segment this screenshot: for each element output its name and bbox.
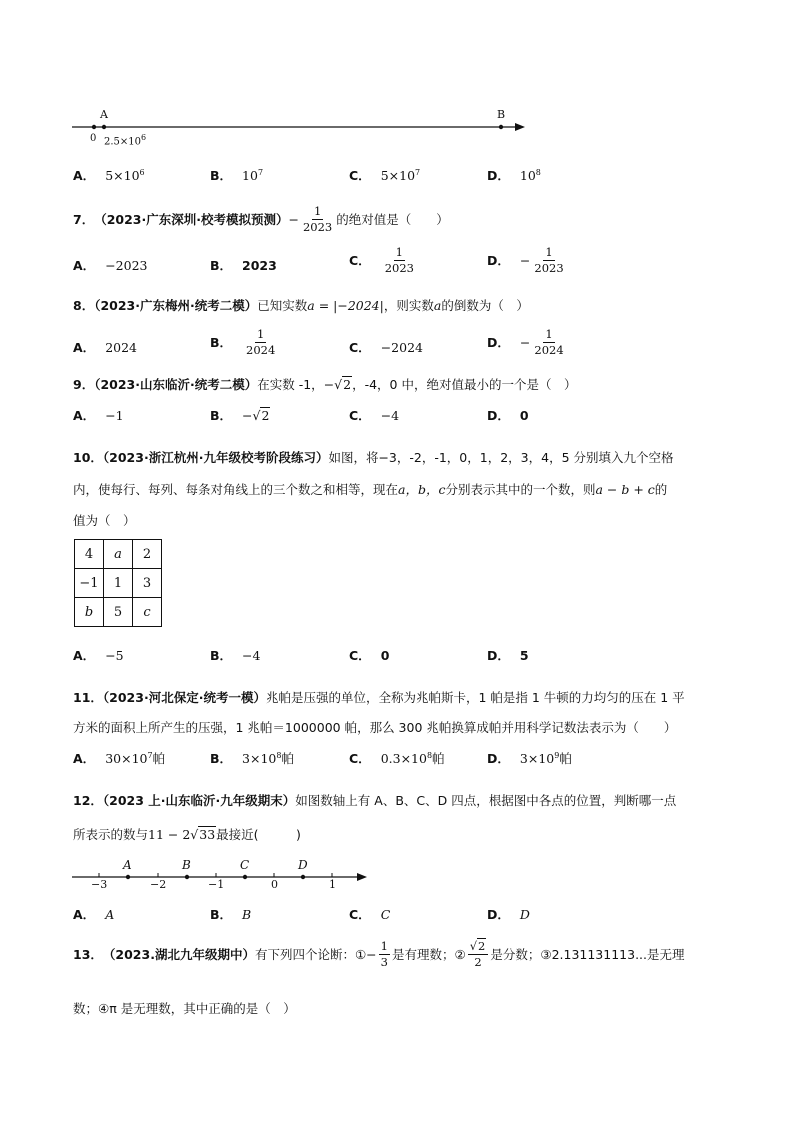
q10-option-a[interactable]: A． −5 [73,648,124,663]
q10-stem-line3: 值为（ ） [73,513,136,528]
q11-option-b[interactable]: B． $3\times 10^8$帕 [210,750,294,766]
q9-stem: 9．（2023·山东临沂·统考二模）在实数 -1，−√2，-4，0 中，绝对值最小的一个是（ ） [73,377,577,392]
nl2-label-d: D [298,858,308,872]
q12-option-d[interactable]: D． D [487,907,530,922]
q11-option-a[interactable]: A． $30\times 10^7$帕 [73,750,166,766]
q9-option-c[interactable]: C． −4 [349,408,400,423]
q12-option-b[interactable]: B． B [210,907,252,922]
q6-option-d[interactable]: D． $10^8$ [487,167,541,183]
point-b-label: B [497,108,506,121]
q9-option-a[interactable]: A． −1 [73,408,124,423]
q8-option-a[interactable]: A． 2024 [73,340,137,355]
q10-stem-line2: 内，使每行、每列、每条对角线上的三个数之和相等，现在a，b，c分别表示其中的一个数，则a − b + c的 [73,482,668,497]
nl2-tick-label: −2 [150,878,167,891]
magic-square-grid [74,539,162,627]
grid-cell: c [133,598,162,627]
point-b-dot [499,125,503,129]
q7-stem: 7． （2023·广东深圳·校考模拟预测） − $\frac{1}{2023}$ 的绝对值是（ ） [73,204,449,234]
q10-stem-line1: 10．（2023·浙江杭州·九年级校考阶段练习）如图，将−3，-2，-1，0，1，2，3，4，5 分别填入九个空格 [73,450,674,465]
grid-cell: −1 [75,569,104,598]
q12-option-a[interactable]: A． A [73,907,115,922]
q12-stem-line2: 所表示的数与11 − 2√33最接近( ) [73,827,301,842]
tick-label: $2.5\times 10^6$ [104,133,147,148]
point-d-dot [301,875,305,879]
nl2-tick-label: −3 [91,878,108,891]
point-c-dot [243,875,247,879]
q12-option-c[interactable]: C． C [349,907,391,922]
q9-option-b[interactable]: B． −√2 [210,408,270,423]
grid-cell: a [104,540,133,569]
nl2-tick-label: −1 [208,878,225,891]
point-b-dot [185,875,189,879]
arrowhead [357,873,367,881]
q10-option-b[interactable]: B． −4 [210,648,261,663]
grid-cell: 4 [75,540,104,569]
nl2-label-a: A [123,858,132,872]
q8-stem: 8．（2023·广东梅州·统考二模）已知实数a = |−2024|，则实数a的倒数为（ ） [73,298,529,313]
grid-cell: 5 [104,598,133,627]
grid-cell: 2 [133,540,162,569]
grid-cell: b [75,598,104,627]
q6-option-c[interactable]: C． $5\times 10^7$ [349,167,421,183]
grid-cell: 3 [133,569,162,598]
nl2-label-c: C [240,858,250,872]
point-a-dot [102,125,106,129]
q10-option-c[interactable]: C． 0 [349,648,390,663]
arrowhead [515,123,525,131]
q12-stem-line1: 12．（2023 上·山东临沂·九年级期末）如图数轴上有 A、B、C、D 四点，根据图中各点的位置，判断哪一点 [73,793,677,808]
q10-option-d[interactable]: D． 5 [487,648,529,663]
q7-option-a[interactable]: A． −2023 [73,258,148,273]
nl2-label-b: B [182,858,191,872]
q6-option-a[interactable]: A． $5\times 10^6$ [73,167,145,183]
q13-stem-line1: 13． （2023.湖北九年级期中） 有下列四个论断：① − $\frac{1}{3}$ 是有理数；② $\frac{√2}{2}$ 是分数；③2.131131113...是无理 [73,939,685,969]
q6-option-b[interactable]: B． $10^7$ [210,167,264,183]
q11-option-c[interactable]: C． $0.3\times 10^8$帕 [349,750,445,766]
q11-option-d[interactable]: D． $3\times 10^9$帕 [487,750,572,766]
origin-dot [92,125,96,129]
q7-option-b[interactable]: B． 2023 [210,258,277,273]
q9-option-d[interactable]: D． 0 [487,408,529,423]
q7-option-d[interactable]: D． − $\frac{1}{2023}$ [487,245,564,275]
q11-stem-line1: 11．（2023·河北保定·统考一模）兆帕是压强的单位，全称为兆帕斯卡，1 帕是指 1 牛顿的力均匀的压在 1 平 [73,690,685,705]
zero-label: 0 [90,133,97,144]
point-a-dot [126,875,130,879]
q7-option-c[interactable]: C． $\frac{1}{2023}$ [349,245,414,275]
grid-cell: 1 [104,569,133,598]
nl2-tick-label: 0 [271,878,278,891]
q8-option-b[interactable]: B． $\frac{1}{2024}$ [210,327,276,357]
point-a-label: A [100,108,108,121]
q8-option-d[interactable]: D． − $\frac{1}{2024}$ [487,327,564,357]
q11-stem-line2: 方米的面积上所产生的压强，1 兆帕＝1000000 帕，那么 300 兆帕换算成帕并用科学记数法表示为（ ） [73,720,677,735]
q8-option-c[interactable]: C． −2024 [349,340,423,355]
nl2-tick-label: 1 [329,878,336,891]
q13-stem-line2: 数；④π 是无理数，其中正确的是（ ） [73,1001,296,1016]
